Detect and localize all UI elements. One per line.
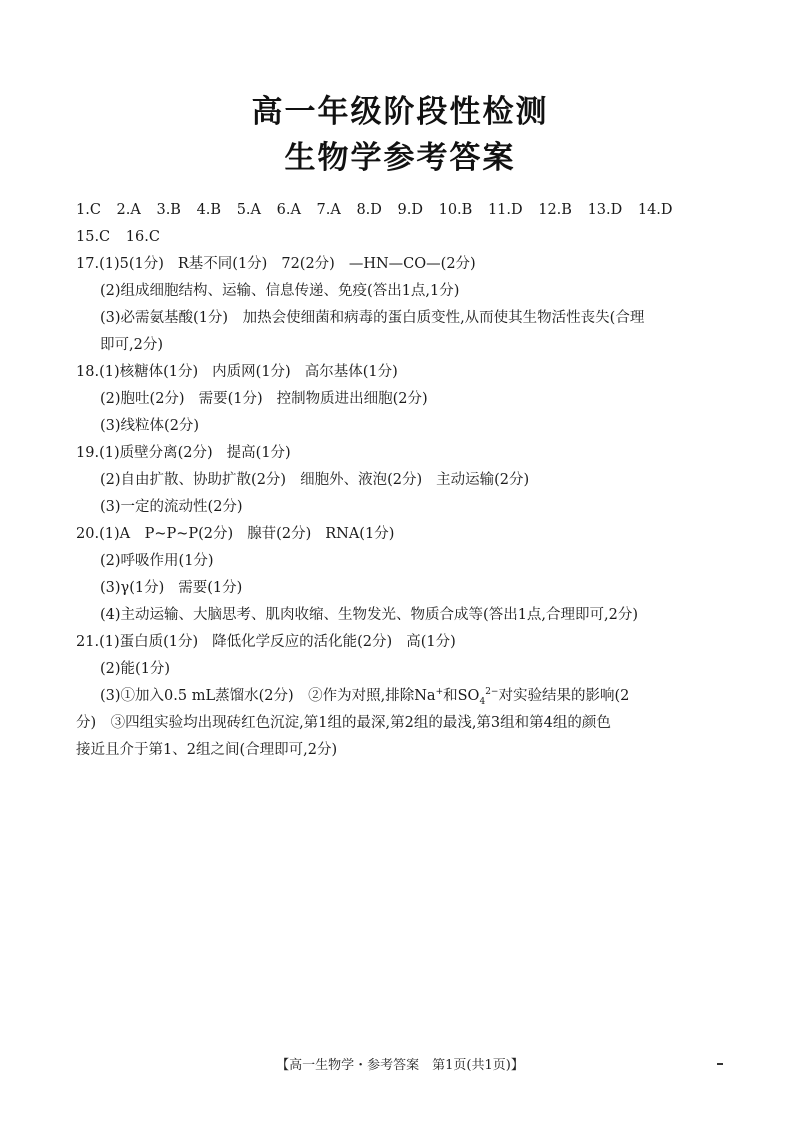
mcq-answer: 11.D xyxy=(487,202,523,218)
page-title-line2: 生物学参考答案 xyxy=(284,140,516,176)
q20-part3 xyxy=(76,575,736,602)
q20-part1 xyxy=(76,521,736,548)
answer-item: (2)胞吐(2分) xyxy=(100,391,185,407)
mcq-answer: 16.C xyxy=(125,229,160,245)
question-number: 17. xyxy=(76,256,100,272)
q21-part3-cont1: 分) ③四组实验均出现砖红色沉淀,第1组的最深,第2组的最浅,第3组和第4组的颜色 xyxy=(76,715,611,731)
answer-item: 高(1分) xyxy=(406,634,456,650)
answer-item: (1)质壁分离(2分) xyxy=(99,445,213,461)
page-footer: 【高一生物学・参考答案 第1页(共1页)】 xyxy=(276,1058,524,1073)
answer-text: (3)①加入0.5 mL蒸馏水(2分) ②作为对照,排除Na xyxy=(100,688,436,704)
mcq-answer: 3.B xyxy=(156,202,181,218)
answer-item: 需要(1分) xyxy=(198,391,263,407)
q21-part2: (2)能(1分) xyxy=(100,661,171,677)
q21-part3 xyxy=(76,683,736,710)
question-number: 20. xyxy=(76,526,100,542)
answer-item: 控制物质进出细胞(2分) xyxy=(276,391,428,407)
q18-part1 xyxy=(76,359,736,386)
answer-item: RNA(1分) xyxy=(325,526,395,542)
mcq-answer: 8.D xyxy=(356,202,382,218)
q17-part2: (2)组成细胞结构、运输、信息传递、免疫(答出1点,1分) xyxy=(100,283,460,299)
mcq-answer: 5.A xyxy=(236,202,261,218)
mcq-answer: 14.D xyxy=(637,202,673,218)
question-number: 18. xyxy=(76,364,100,380)
answer-item: (1)5(1分) xyxy=(99,256,164,272)
question-number: 21. xyxy=(76,634,100,650)
superscript: + xyxy=(435,687,444,698)
subscript: 4 xyxy=(479,696,486,707)
mcq-answer: 12.B xyxy=(538,202,572,218)
mcq-answer: 15.C xyxy=(76,229,111,245)
answer-item: 高尔基体(1分) xyxy=(304,364,398,380)
q18-part3: (3)线粒体(2分) xyxy=(100,418,200,434)
mcq-answer: 1.C xyxy=(76,202,101,218)
answer-text: 对实验结果的影响(2 xyxy=(498,688,630,704)
page-title-line1: 高一年级阶段性检测 xyxy=(251,94,549,130)
q20-part4: (4)主动运输、大脑思考、肌肉收缩、生物发光、物质合成等(答出1点,合理即可,2分) xyxy=(100,607,639,623)
answer-item: 降低化学反应的活化能(2分) xyxy=(212,634,393,650)
answer-item: (1)A P~P~P(2分) xyxy=(99,526,234,542)
answer-text: 和SO xyxy=(443,688,480,704)
answer-item: (2)自由扩散、协助扩散(2分) xyxy=(100,472,287,488)
mcq-answer: 6.A xyxy=(276,202,301,218)
mcq-answer: 13.D xyxy=(587,202,623,218)
mcq-answer: 7.A xyxy=(316,202,341,218)
question-number: 19. xyxy=(76,445,100,461)
answer-item: (3)γ(1分) xyxy=(100,580,165,596)
superscript: 2− xyxy=(485,687,499,698)
answer-item: 需要(1分) xyxy=(178,580,243,596)
mcq-answer: 4.B xyxy=(196,202,222,218)
q19-part1 xyxy=(76,440,736,467)
answer-item: (1)蛋白质(1分) xyxy=(99,634,199,650)
answer-item: (1)核糖体(1分) xyxy=(99,364,199,380)
q18-part2 xyxy=(76,386,736,413)
mcq-answers-row1 xyxy=(76,197,736,224)
answer-item: 细胞外、液泡(2分) xyxy=(300,472,423,488)
q17-part3-cont: 即可,2分) xyxy=(100,337,163,353)
answer-content xyxy=(76,197,736,764)
q17-part1 xyxy=(76,251,736,278)
q19-part2 xyxy=(76,467,736,494)
answer-item: 72(2分) xyxy=(281,256,335,272)
answer-item: R基不同(1分) xyxy=(177,256,268,272)
q17-part3: (3)必需氨基酸(1分) 加热会使细菌和病毒的蛋白质变性,从而使其生物活性丧失(合理 xyxy=(100,310,645,326)
mcq-answer: 9.D xyxy=(397,202,423,218)
answer-item: —HN—CO—(2分) xyxy=(348,256,476,272)
q20-part2: (2)呼吸作用(1分) xyxy=(100,553,214,569)
q21-part1 xyxy=(76,629,736,656)
mcq-answer: 10.B xyxy=(438,202,473,218)
answer-item: 内质网(1分) xyxy=(212,364,291,380)
q21-part3-cont2: 接近且介于第1、2组之间(合理即可,2分) xyxy=(76,742,338,758)
answer-item: 主动运输(2分) xyxy=(436,472,530,488)
answer-item: 腺苷(2分) xyxy=(247,526,312,542)
mcq-answer: 2.A xyxy=(116,202,141,218)
mcq-answers-row2 xyxy=(76,224,736,251)
page-corner-mark xyxy=(717,1063,723,1065)
answer-item: 提高(1分) xyxy=(226,445,291,461)
q19-part3: (3)一定的流动性(2分) xyxy=(100,499,243,515)
